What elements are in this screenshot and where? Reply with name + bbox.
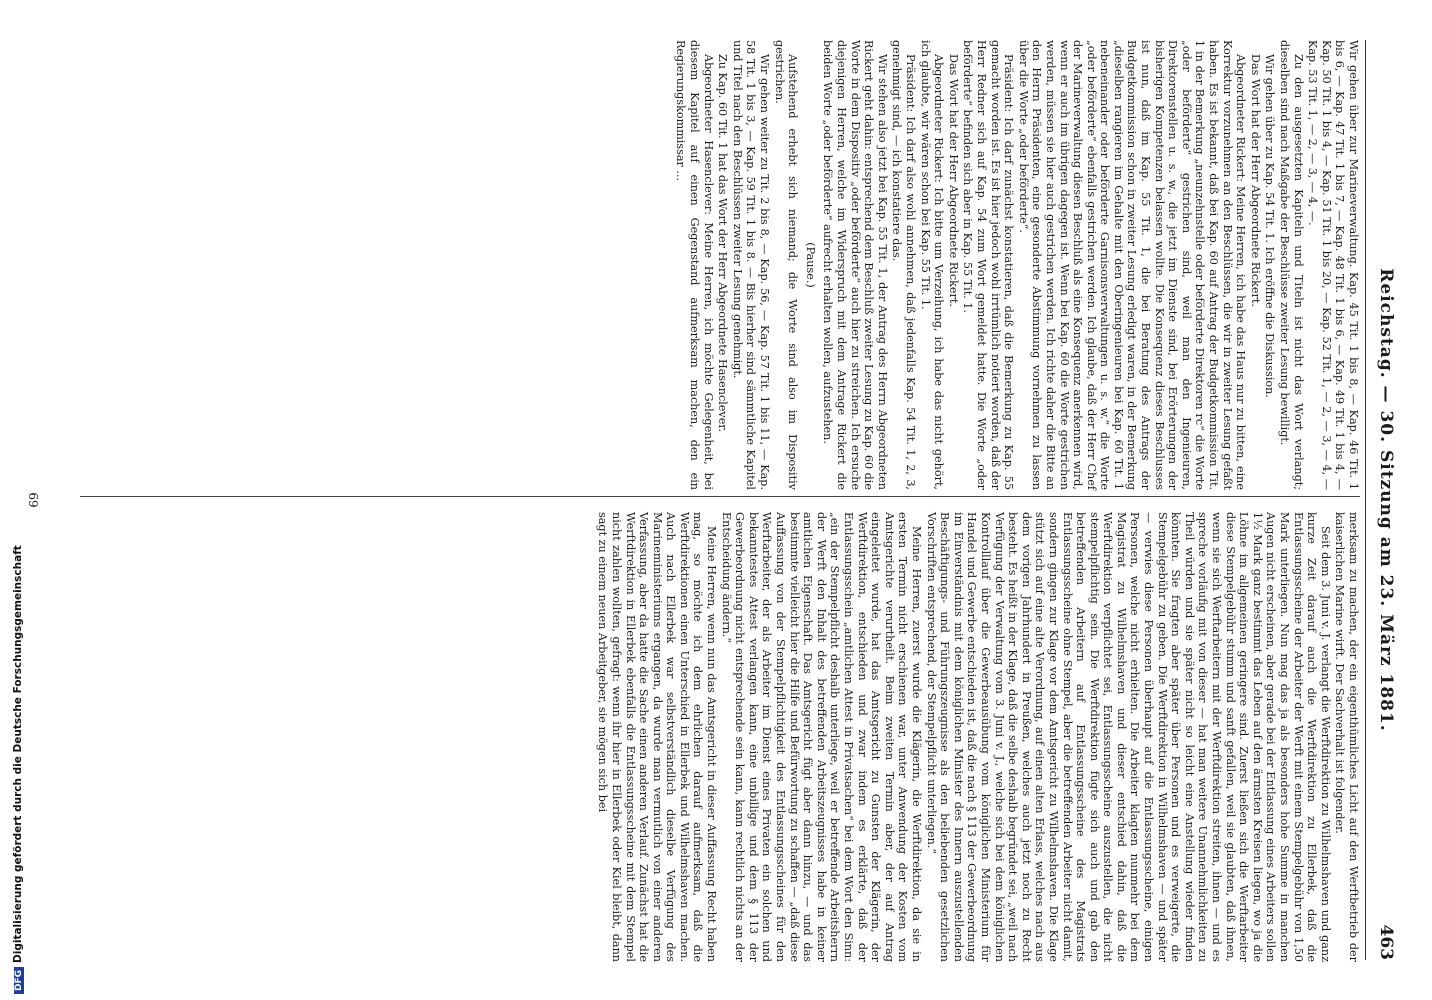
credit-text: Digitalisierung gefördert durch die Deutsche Forschungsgemeinschaft	[12, 545, 24, 963]
page-number: 463	[1376, 924, 1396, 960]
paragraph: Seit dem 3. Juni v. J. verlangt die Werftdirektion zu Wilhelmshaven und ganz kurze Zeit darauf auch die Werftdirektion zu Ellerbek, daß die Entlassungsscheine der Arbeiter der Werft mit einem Stempelgebühr von 1,50 Mark unterliegen. Nun mag das ja als besonders hohe Summe in manchen Augen nicht erscheinen, aber gerade bei der Entlassung eines Arbeiters sollen 1½ Mark ganz bestimmt das Leben auf den ärmsten Kreisen liegen, wo ja die Löhne im allgemeinen geringere sind. Zuerst ließen sich die Werftarbeiter diese Stempelgebühr stumm und sanft gefallen, weil sie glaubten, daß ihnen, wenn sie sich Werftarbeitern mit der Werftdirektion streiten, ihnen — und es spreche vorläufig mit von dieser — hat man weitere Unannehmlichkeiten zu Theil würden und sie später nicht so leicht eine Anstellung wieder finden könnten. Sie fragten aber später über Personen und es verweigerte, die Stempelgebühr zu geben. Die Werftdirektion in Wilhelmshaven — und später — verwies diese Personen überhaupt auf die Entlassungsscheine, einigen Personen, welche nicht erhielten. Die Arbeiter klagten nunmehr bei dem Magistrat zu Wilhelmshaven und dieser entschied dahin, daß die Werftdirektion verpflichtet sei, Entlassungsscheine auszustellen, die nicht stempelpflichtig sein. Die Werftdirektion fügte sich auch und gab den betreffenden Arbeitern auf Entlassungsscheine des Magistrats Entlassungsscheine ohne Stempel, aber die betreffenden Arbeiter nicht damit, sondern gingen zur Klage vor dem Amtsgericht zu Wilhelmshaven. Die Klage stützt sich auf eine alte Verordnung, auf einen alten Erlass, welches nach aus dem vorigen Jahrhundert in Preußen, welches auch jetzt noch zu Recht besteht. Es heißt in der Klage, daß die selbe deshalb begründet sei, „weil nach Verfügung der Verwaltung vom 3. Juni v. J., welche sich bei dem königlichen Kontrolllauf über die Gewerbeausübung vom königlichen Ministerium für Handel und Gewerbe entschieden ist, daß die nach § 113 der Gewerbeordnung im Einverständnis mit dem königlichen Minister des Innern auszustellenden Beschäftigungs- und Führungszeugnisse als den beliebenden gesetzlichen Vorschriften entsprechend, der Stempelpflicht unterliegen.“	[924, 512, 1332, 962]
paragraph: Zu den ausgesetzten Kapiteln und Titeln ist nicht das Wort verlangt; dieselben sind nach Maßgabe der Beschlüsse zweiter Lesung bewilligt.	[1278, 40, 1305, 490]
paragraph: Abgeordneter Rickert: Meine Herren, ich habe das Haus nur zu bitten, eine Korrektur vorzunehmen an den Beschlüssen, die wir in zweiter Lesung gefaßt haben. Es ist bekannt, daß bei Kap. 60 auf Antrag der Budgetkommission Tit. 1 in der Bemerkung „neunzehnstelle oder beförderte Direktoren rc“ die Worte „oder beförderte“ gestrichen sind, weil man den Ingenieuren, Direktorenstellen u. s. w., die jetzt im Dienste sind, bei Erörterungen der bisherigen Kompetenzen belassen wollte. Die Konsequenz dieses Beschlusses ist nun, daß im Kap. 55 Tit. 1, die bei Beratung des Antrags der Budgetkommission schon in zweiter Lesung erledigt waren, in der Bemerkung „dieselben rangieren im Gehalte mit den Oberingenieuren bei Kap. 60 Tit. 1 nebeneinander oder beförderte Garnisonsverwaltungen u. s. w.“ die Worte „oder beförderte“ ebenfalls gestrichen werden. Ich glaube, daß der Herr Chef der Marineverwaltung diesen Beschluß als eine Konsequenz anerkennen wird, wenn er auch im übrigen dagegen ist. Wenn bei Kap. 60 die Worte gestrichen werden, müssen sie hier auch gestrichen werden. Ich richte daher die Bitte an den Herrn Präsidenten, eine gesonderte Abstimmung vornehmen zu lassen über die Worte „oder beförderte“.	[1016, 40, 1248, 490]
paragraph: Meine Herren, zuerst wurde die Klägerin, die Werftdirektion, da sie in ersten Termin nicht erschienen war, unter Anwendung der Kosten vom Amtsgerichte verurtheilt. Beim zweiten Termin aber, der auf Antrag eingeleitet wurde, hat das Amtsgericht zu Gunsten der Klägerin, der Werftdirektion, entschieden und zwar indem es erklärte, daß der Entlassungsschein „amtlichen Attest in Privatsachen“ bei dem Wort den Sinn: „ein der Stempelpflicht deshalb unterliege, weil er betreffende Arbeitsherrn der Werft den Inhalt des betreffenden Arbeitszeugnisses habe in keiner amtlichen Eigenschaft. Das Amtsgericht fügt aber dann hinzu, — und das bestimmte vielleicht hier die Hilfe und Befürwortung zu schaffen — „daß diese Auffassung von der Stempelpflichtigkeit des Entlassungsscheines für den Werftarbeiter, der als Arbeiter im Dienst eines Privaten ein solchen und bekanntestes Attest verlangen kann, eine unbillige und dem § 113 der Gewerbeordnung nicht entsprechende sein kann, kann rechtlich nichts an der Entscheidung ändern.“	[719, 512, 923, 962]
paragraph: Meine Herren, wenn nun das Amtsgericht in dieser Auffassung Recht haben mag, so möchte ich dem ehrlichen darauf aufmerksam, daß die Werftdirektionen einen Unterschied in Ellerbek und Wilhelmshaven machen. Auch nach Ellerbek war selbstverständlich dieselbe Verfügung des Marineministeriums ergangen, da wurde man vermutlich von einer anderen Verfassung, aber da hatte die Sache einen anderen Verlauf. Zunächst hat die Werftdirektion in Ellerbek ebenfalls die Entlassungsscheine mit dem Stempel nicht zahlen wollten, gefragt: wenn ihr hier in Ellerbek oder Kiel bleibt, dann sagt zu einem neuen Arbeitgeber, sie mögen sich bei	[596, 512, 719, 962]
header-rule	[1365, 40, 1366, 960]
paragraph: Aufstehend erhebt sich niemand; die Worte sind also im Dispositiv gestrichen.	[772, 40, 800, 490]
paragraph: (Pause.)	[803, 242, 817, 288]
left-column	[673, 40, 1360, 490]
paragraph: Das Wort hat der Herr Abgeordnete Rickert.	[946, 54, 960, 307]
column-divider	[80, 496, 1360, 497]
right-column	[595, 512, 1360, 962]
paragraph: Wir gehen weiter zu Tit. 2 bis 8, — Kap. 56, — Kap. 57 Tit. 1 bis 11, — Kap. 58 Tit. 1 bis 3, — Kap. 59 Tit. 1 bis 8. — Bis hierher sind sämmtliche Kapitel und Titel nach den Beschlüssen zweiter Lesung genehmigt.	[730, 40, 772, 490]
paragraph: Wir stehen also jetzt bei Kap. 55 Tit. 1, der Antrag des Herrn Abgeordneten Rickert geht dahin: entsprechend dem Beschluß zweiter Lesung zu Kap. 60 die Worte in dem Dispositiv „oder beförderte“ auch hier zu streichen. Ich ersuche diejenigen Herren, welche im Widerspruch mit dem Antrage Rickert die beiden Worte „oder beförderte“ aufrecht erhalten wollen, aufzustehen.	[821, 40, 889, 490]
paragraph: Präsident: Ich darf also wohl annehmen, daß jedenfalls Kap. 54 Tit. 1, 2, 3, genehmigt sind, — ich konstatiere das.	[890, 40, 917, 490]
paragraph: Wir gehen über zur Marineverwaltung. Kap. 45 Tit. 1 bis 8, — Kap. 46 Tit. 1 bis 6, — Kap. 47 Tit. 1 bis 7, — Kap. 48 Tit. 1 bis 6, — Kap. 49 Tit. 1 bis 4, — Kap. 50 Tit. 1 bis 4, — Kap. 51 Tit. 1 bis 20, — Kap. 52 Tit. 1, — 2, — 3, — 4, — Kap. 53 Tit. 1, — 2, — 3, — 4, —.	[1306, 40, 1360, 490]
page-footer: 69	[26, 492, 40, 508]
page-header	[1370, 40, 1396, 960]
paragraph: Zu Kap. 60 Tit. 1 hat das Wort der Herr Abgeordnete Hasenclever.	[716, 54, 730, 433]
paragraph: Das Wort hat der Herr Abgeordnete Rickert.	[1248, 54, 1262, 307]
paragraph: Abgeordneter Hasenclever: Meine Herren, ich möchte Gelegenheit, bei diesem Kapitel auf einen Gegenstand aufmerksam machen, den ein Regierungskommissar ...	[674, 40, 715, 490]
running-head: Reichstag. — 30. Sitzung am 23. März 1881.	[1376, 268, 1396, 732]
paragraph: Wir gehen über zu Kap. 54 Tit. 1. Ich eröffne die Diskussion.	[1263, 54, 1277, 398]
dfg-logo-icon: DFG	[14, 967, 24, 994]
paragraph: Präsident: Ich darf zunächst konstatieren, daß die Bemerkung zu Kap. 55 gemacht worden ist. Es ist hier jedoch wohl irrtümlich notiert worden, daß der Herr Redner sich auf Kap. 54 zum Wort gemeldet hatte. Die Worte „oder beförderte“ befinden sich aber in Kap. 55 Tit. 1.	[961, 40, 1016, 490]
paragraph: Abgeordneter Rickert: Ich bitte um Verzeihung, ich habe das nicht gehört, ich glaubte, wir wären schon bei Kap. 55 Tit. 1.	[918, 40, 946, 490]
paragraph: merksam zu machen, der ein eigenthümliches Licht auf den Werftbetrieb der kaiserlichen Marine wirft. Der Sachverhalt ist folgender.	[1333, 512, 1360, 962]
